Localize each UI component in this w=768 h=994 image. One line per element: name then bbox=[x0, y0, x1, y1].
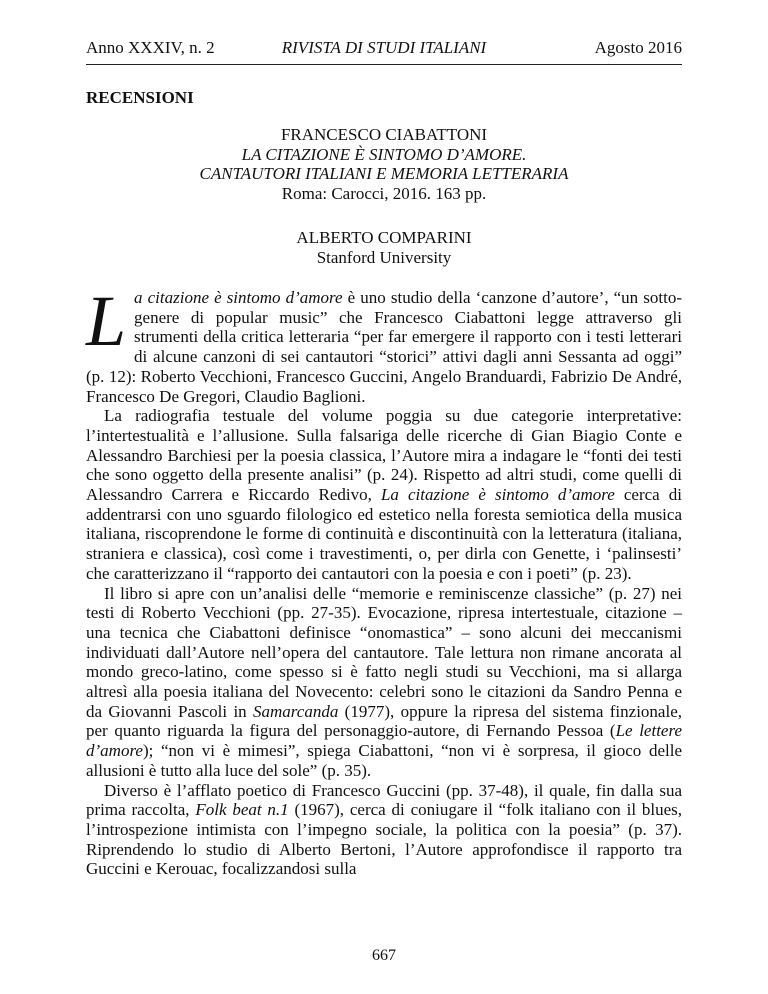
paragraph-1 bbox=[86, 281, 682, 406]
paragraph-text: Il libro si apre con un’analisi delle “memorie e reminiscenze classiche” (p. 27) nei testi di Roberto Vecchioni (pp. 27-35). Evocazione, ripresa intertestuale, citazione – una tecnica che Ciabattoni definisce “onomastica” – sono alcuni dei meccanismi individuati dall’Autore nell’opera del cantautore. Tale lettura non rimane ancorata al mondo greco-latino, come spesso si è fatto negli studi su Vecchioni, ma si allarga altresì alla poesia italiana del Novecento: celebri sono le citazioni da Sandro Penna e da Giovanni Pascoli in bbox=[86, 583, 682, 721]
paragraph-text: La radiografia testuale del volume poggia su due categorie interpretative: l’intertestualità e l’allusione. Sulla falsariga delle ricerche di Gian Biagio Conte e Alessandro Barchiesi per la poesia classica, l’Autore mira a indagare le “fonti dei testi che sono oggetto della presente analisi” (p. 24). Rispetto ad altri studi, come quelli di Alessandro Carrera e Riccardo Redivo, bbox=[86, 406, 682, 505]
reviewer-name: ALBERTO COMPARINI bbox=[296, 228, 472, 247]
drop-cap: L bbox=[86, 281, 127, 361]
section-heading: RECENSIONI bbox=[86, 88, 194, 107]
reviewer-info bbox=[86, 228, 682, 267]
book-title-line-2: CANTAUTORI ITALIANI E MEMORIA LETTERARIA bbox=[199, 164, 569, 183]
reviewer-affiliation: Stanford University bbox=[316, 247, 452, 267]
work-title-inline: Le lettere d’amore bbox=[86, 721, 682, 761]
page-number: 667 bbox=[372, 947, 396, 964]
book-info bbox=[86, 125, 682, 203]
paragraph-text: cerca di addentrarsi con uno sguardo filologico ed estetico nella foresta semiotica della musica italiana, riscoprendone le forme di continuità e discontinuità con la letteratura (italiana, straniera e classica), così come i travestimenti, o, per dirla con Genette, i ‘palinsesti’ che caratterizzano il “rapporto dei cantautori con la poesia e con i poeti” (p. 23). bbox=[86, 485, 682, 583]
book-title-inline: La citazione è sintomo d’amore bbox=[380, 485, 615, 505]
journal-title: RIVISTA DI STUDI ITALIANI bbox=[281, 38, 487, 57]
book-title-inline: a citazione è sintomo d’amore bbox=[134, 288, 343, 307]
issue-number: Anno XXXIV, n. 2 bbox=[86, 38, 215, 57]
paragraph-4 bbox=[86, 781, 682, 880]
paragraph-text: è uno studio della ‘canzone d’autore’, “un sotto-genere di popular music” che Francesco Ciabattoni legge attraverso gli strumenti della critica letteraria “per far emergere il rapporto con i testi letterari di alcune canzoni di sei cantautori “storici” attivi dagli anni Sessanta ad oggi” (p. 12): Roberto Vecchioni, Francesco Guccini, Angelo Branduardi, Fabrizio De André, Francesco De Gregori, Claudio Baglioni. bbox=[86, 288, 682, 406]
book-author: FRANCESCO CIABATTONI bbox=[280, 125, 488, 144]
paragraph-3 bbox=[86, 584, 682, 781]
paragraph-text: (1977), oppure la ripresa del sistema finzionale, per quanto riguarda la figura del personaggio-autore, di Fernando Pessoa ( bbox=[86, 701, 682, 741]
book-publication: Roma: Carocci, 2016. 163 pp. bbox=[281, 183, 487, 203]
paragraph-text: ); “non vi è mimesi”, spiega Ciabattoni, “non vi è sorpresa, il gioco delle allusioni è tutto alla luce del sole” (p. 35). bbox=[86, 741, 682, 780]
paragraph-text: Diverso è l’afflato poetico di Francesco Guccini (pp. 37-48), il quale, fin dalla sua prima raccolta, bbox=[86, 780, 682, 820]
work-title-inline: Folk beat n.1 bbox=[195, 800, 289, 820]
work-title-inline: Samarcanda bbox=[253, 701, 339, 721]
paragraph-text: (1967), cerca di coniugare il “folk italiano con il blues, l’introspezione intimista con l’impegno sociale, la politica con la poesia” (p. 37). Riprendendo lo studio di Alberto Bertoni, l’Autore approfondisce il rapporto tra Guccini e Kerouac, focalizzandosi sulla bbox=[86, 800, 682, 879]
paragraph-2 bbox=[86, 406, 682, 583]
review-body bbox=[86, 281, 682, 879]
running-header bbox=[86, 38, 682, 64]
issue-date: Agosto 2016 bbox=[594, 38, 682, 57]
header-rule bbox=[86, 64, 682, 65]
book-title-line-1: LA CITAZIONE È SINTOMO D’AMORE. bbox=[241, 144, 527, 164]
